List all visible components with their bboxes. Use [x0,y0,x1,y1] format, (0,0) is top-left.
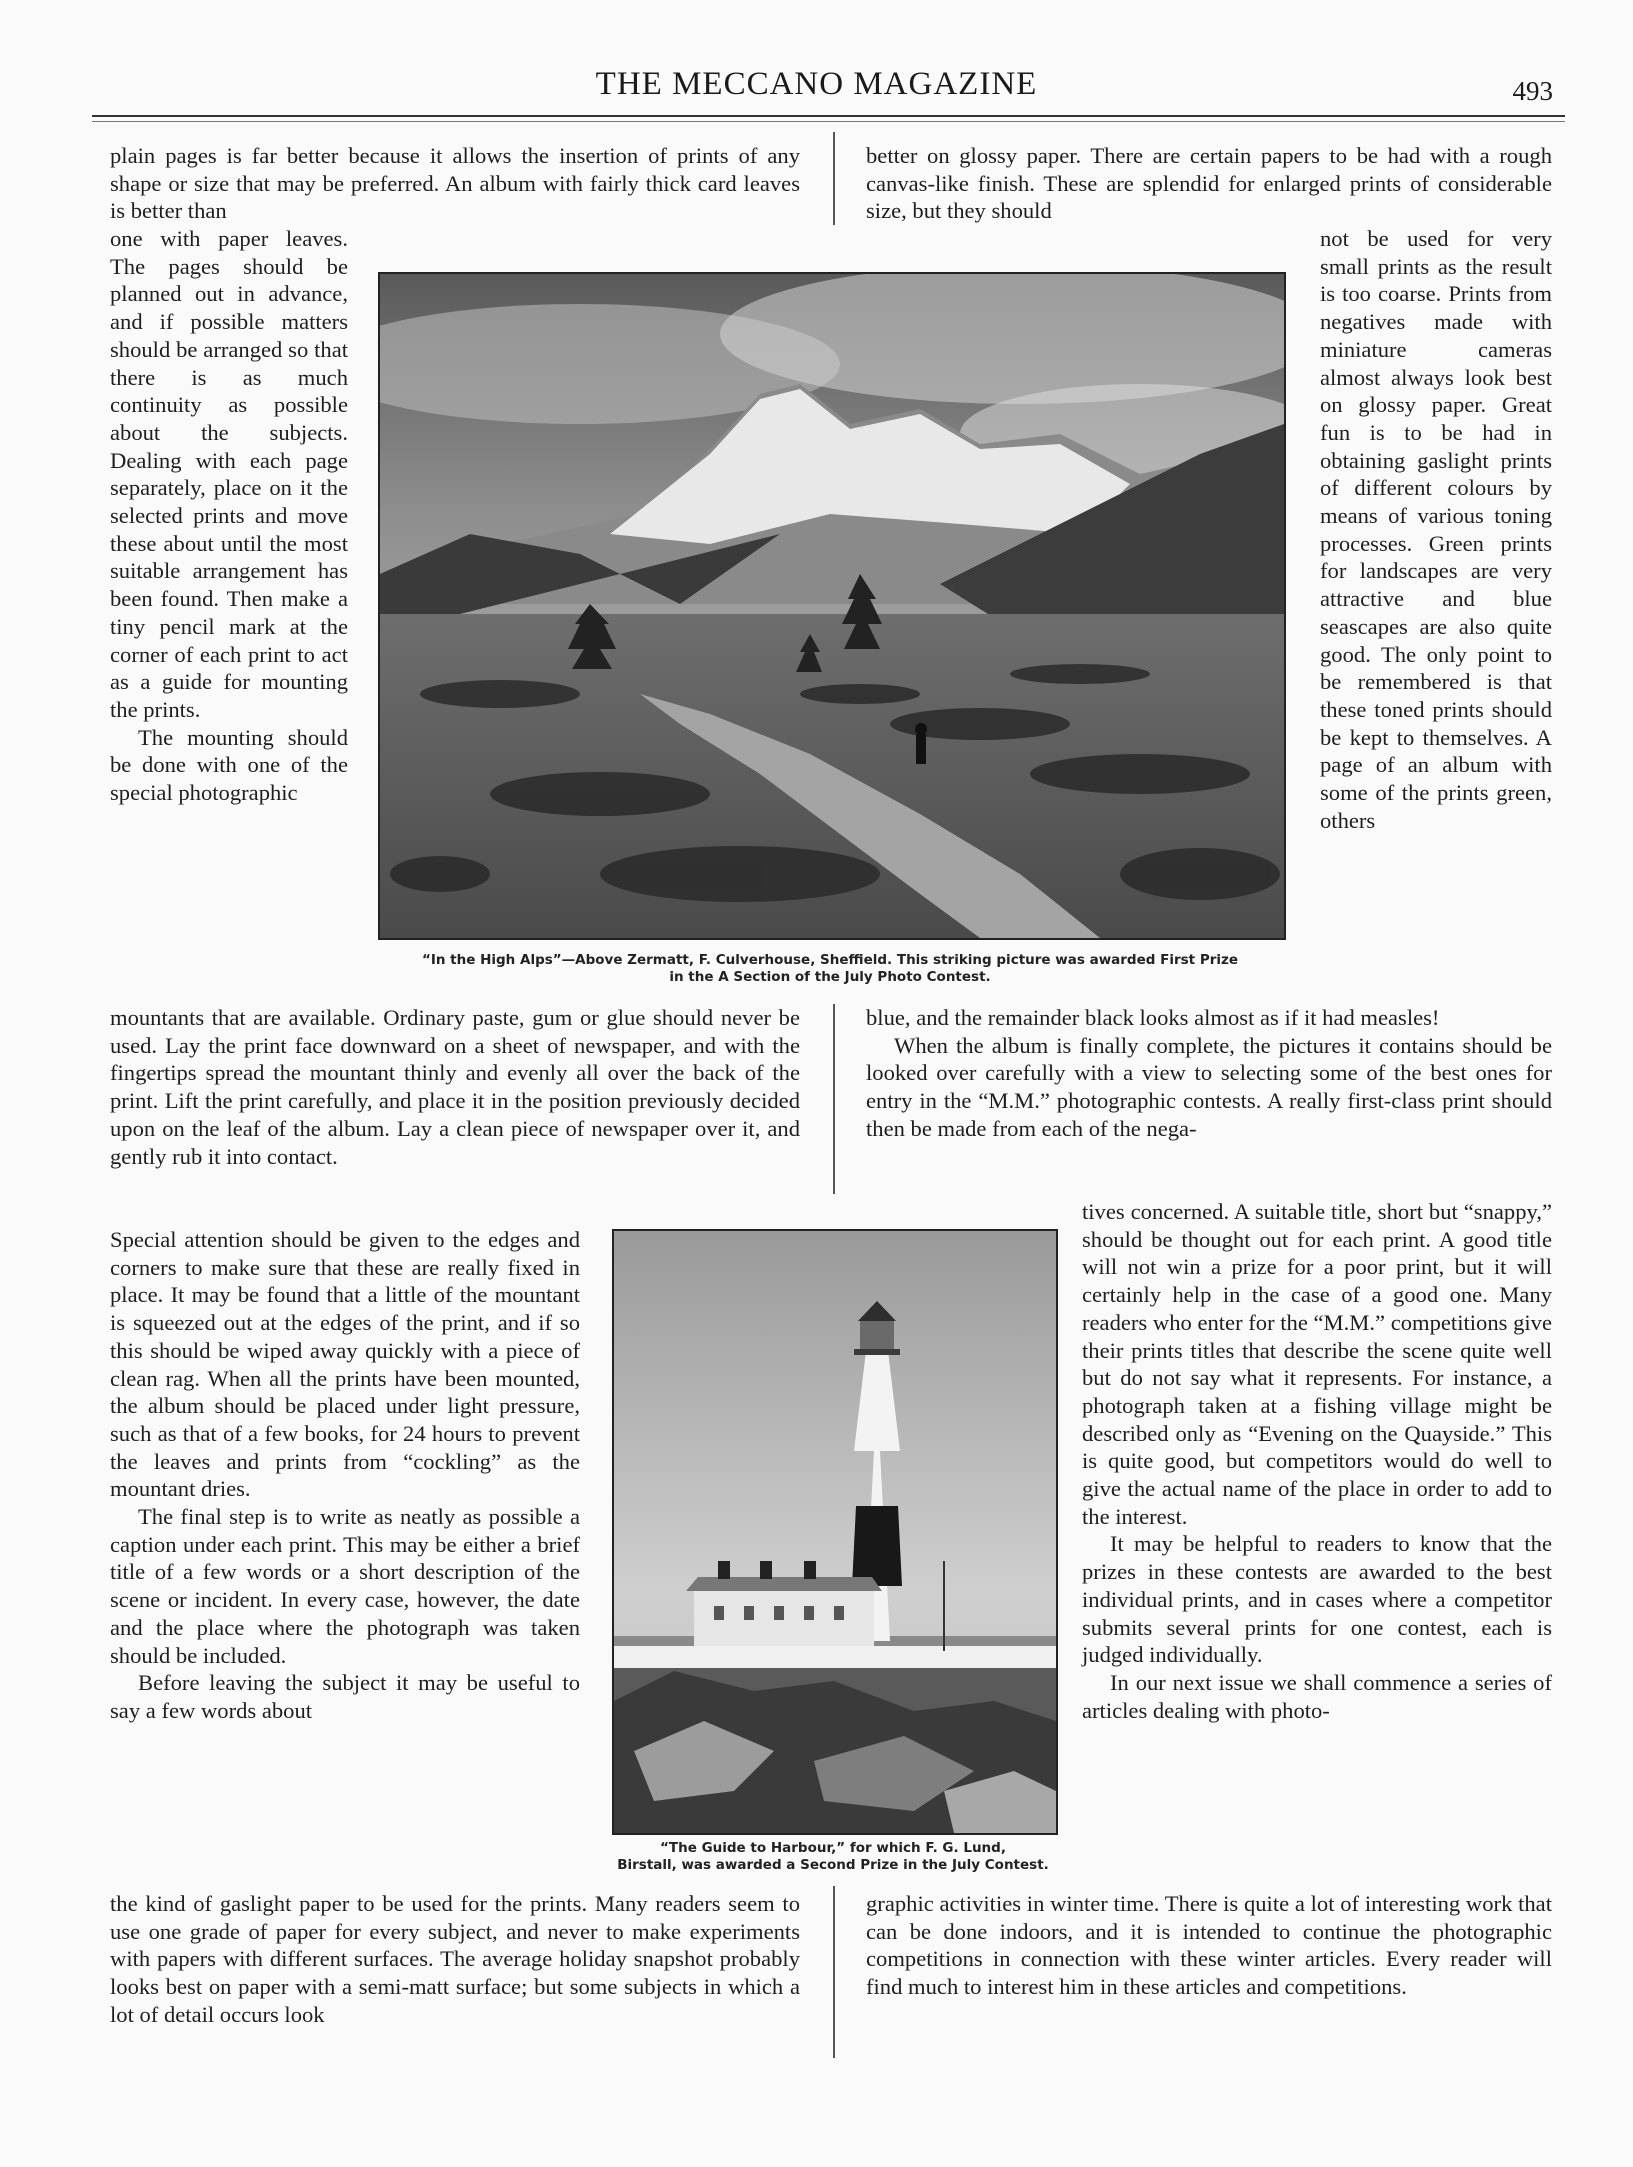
paragraph: The final step is to write as neatly as possible a caption under each print. This may be either a brief title of a few words or a short description of the scene or incident. In every case, however, the date and the place where the photograph was taken should be included. [110,1504,580,1668]
left-column-top [110,142,800,225]
paragraph: plain pages is far better because it allows the insertion of prints of any shape or size that may be preferred. An album with fairly thick card leaves is better than [110,143,800,224]
lighthouse-image [614,1231,1056,1833]
right-column-bottom [866,1890,1552,2001]
paragraph: better on glossy paper. There are certain papers to be had with a rough canvas-like finish. These are splendid for enlarged prints of considerable size, but they should [866,143,1552,224]
paragraph: When the album is finally complete, the pictures it contains should be looked over carefully with a view to selecting some of the best ones for entry in the “M.M.” photographic contests. A really first-class print should then be made from each of the nega- [866,1032,1552,1141]
lighthouse-caption [600,1840,1066,1874]
right-column-top [866,142,1552,225]
paragraph: tives concerned. A suitable title, short but “snappy,” should be thought out for each print. A good title will not win a prize for a poor print, but it will certainly help in the case of a good one. Many readers who enter for the “M.M.” competitions give their prints titles that describe the scene quite well but do not say what it represents. For instance, a photograph taken at a fishing village might be described only as “Evening on the Quayside.” This is quite good, but competitors would do well to give the actual name of the place in order to add to the interest. [1082,1199,1552,1529]
paragraph: It may be helpful to readers to know that the prizes in these contests are awarded to the best individual prints, and in cases where a competitor submits several prints for one contest, each is judged individually. [1082,1531,1552,1668]
left-column-bottom [110,1890,800,2029]
alps-photograph [378,272,1286,940]
alps-caption-line2: in the A Section of the July Photo Contest. [669,969,991,985]
lighthouse-caption-line1: “The Guide to Harbour,” for which F. G. Lund, [660,1840,1006,1856]
paragraph: The mounting should be done with one of the special photographic [110,724,348,806]
paragraph: Before leaving the subject it may be useful to say a few words about [110,1670,580,1723]
paragraph: In our next issue we shall commence a series of articles dealing with photo- [1082,1669,1552,1723]
right-column-mid [1082,1198,1552,1724]
left-column-full [110,1004,800,1170]
left-column-mid [110,1226,580,1725]
magazine-title: THE MECCANO MAGAZINE [595,66,1038,102]
paragraph: not be used for very small prints as the result is too coarse. Prints from negatives made with miniature cameras almost always look best on glossy paper. Great fun is to be had in obtaining gaslight prints of different colours by means of various toning processes. Green prints for landscapes are very attractive and blue seascapes are also quite good. The only point to be remembered is that these toned prints should be kept to themselves. A page of an album with some of the prints green, others [1320,226,1552,833]
paragraph: mountants that are available. Ordinary paste, gum or glue should never be used. Lay the print face downward on a sheet of newspaper, and with the fingertips spread the mountant thinly and evenly all over the back of the print. Lift the print carefully, and place it in the position previously decided upon on the leaf of the album. Lay a clean piece of newspaper over it, and gently rub it into contact. [110,1005,800,1169]
lighthouse-caption-line2: Birstall, was awarded a Second Prize in the July Contest. [617,1857,1049,1873]
alps-caption [370,952,1290,986]
column-divider-bottom [833,1886,835,2058]
paragraph: Special attention should be given to the edges and corners to make sure that these are really fixed in place. It may be found that a little of the mountant is squeezed out at the edges of the print, and if so this should be wiped away quickly with a piece of clean rag. When all the prints have been mounted, the album should be placed under light pressure, such as that of a few books, for 24 hours to prevent the leaves and prints from “cockling” as the mountant dries. [110,1227,580,1502]
paragraph: one with paper leaves. The pages should be planned out in advance, and if possible matters should be arranged so that there is as much continuity as possible about the subjects. Dealing with each page separately, place on it the selected prints and move these about until the most suitable arrangement has been found. Then make a tiny pencil mark at the corner of each print to act as a guide for mounting the prints. [110,226,348,722]
paragraph: the kind of gaslight paper to be used for the prints. Many readers seem to use one grade of paper for every subject, and never to make experiments with papers with different surfaces. The average holiday snapshot probably looks best on paper with a semi-matt surface; but some subjects in which a lot of detail occurs look [110,1891,800,2027]
right-column-full [866,1004,1552,1143]
alps-caption-line1: “In the High Alps”—Above Zermatt, F. Culverhouse, Sheffield. This striking picture was awarded First Prize [421,952,1239,968]
alps-landscape-image [380,274,1284,938]
paragraph: blue, and the remainder black looks almost as if it had measles! [866,1005,1440,1030]
left-column-narrow [110,225,348,807]
column-divider-top [833,132,835,225]
lighthouse-photograph [612,1229,1058,1835]
header-rule-thin [92,121,1565,122]
column-divider-middle [833,1004,835,1194]
right-column-narrow [1320,225,1552,834]
header-rule [92,115,1565,117]
page-number: 493 [1512,76,1553,106]
paragraph: graphic activities in winter time. There is quite a lot of interesting work that can be done indoors, and it is intended to continue the photographic competitions in connection with these winter articles. Every reader will find much to interest him in these articles and competitions. [866,1891,1552,2000]
